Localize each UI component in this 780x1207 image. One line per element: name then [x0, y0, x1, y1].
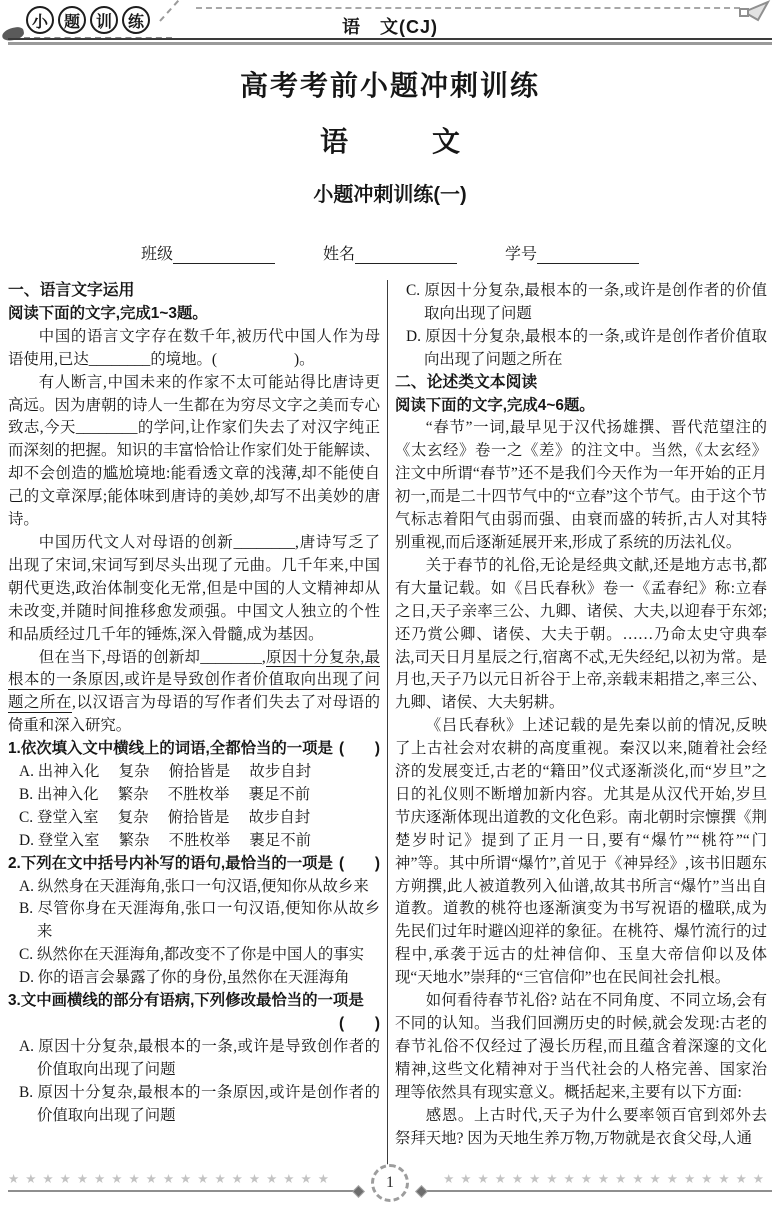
- answer-paren: ( ): [338, 1015, 380, 1032]
- passage-paragraph: 有人断言,中国未来的作家不太可能站得比唐诗更高远。因为唐朝的诗人一生都在为穷尽文字之美而专心致志,今天________的学问,让作家们失去了对汉字纯正而深刻的把握。知识的丰富恰恰让作家们处于能解读、却不会创造的尴尬境地:能看透文章的浅薄,却不能使自己的文章深厚;能体味到唐诗的美妙,却写不出美妙的唐诗。: [8, 373, 380, 529]
- question-3-stem: 3.文中画横线的部分有语病,下列修改最恰当的一项是: [8, 992, 364, 1010]
- paragraph-post: ,以汉语言为母语的写作者们失去了对母语的倚重和深入研究。: [8, 694, 380, 735]
- logo-char: 训: [95, 13, 112, 31]
- top-dashed-line: [196, 7, 740, 9]
- id-field: [505, 241, 639, 264]
- q1-option-c: C. 登堂入室 复杂 俯拾皆是 故步自封: [19, 808, 311, 826]
- answer-paren: ( ): [338, 854, 380, 872]
- left-column: [8, 280, 380, 1177]
- brand-logo: [26, 6, 150, 34]
- header-rule-thick: [8, 42, 772, 45]
- passage-paragraph: 中国历代文人对母语的创新________,唐诗写乏了出现了宋词,宋词写到尽头出现了元曲。几千年来,中国朝代更迭,政治体制变化无常,但是中国的人文精神却从未改变,并随时间推移愈发顽强。中国文人独立的个性和品质经过几千年的锤炼,深入骨髓,成为基因。: [8, 533, 380, 643]
- content-columns: [0, 280, 780, 1177]
- student-info-row: [0, 241, 780, 264]
- footer-line-left: [8, 1190, 354, 1192]
- exam-subtitle: 小题冲刺训练(一): [313, 184, 467, 206]
- diamond-icon: [415, 1185, 428, 1198]
- name-field: [323, 241, 457, 264]
- passage-paragraph: “春节”一词,最早见于汉代扬雄撰、晋代范望注的《太玄经》卷一之《差》的注文中。当然,《太玄经》注文中所谓“春节”还不是我们今天作为一年开始的正月初一,而是二十四节气中的“立春”这个节气。由于这个节气标志着阳气由弱而强、由衰而盛的转折,古人对其特别重视,而后逐渐延展开来,形成了系统的历法礼仪。: [395, 419, 767, 551]
- id-field-label: 学号: [505, 246, 538, 263]
- passage-paragraph: 关于春节的礼俗,无论是经典文献,还是地方志书,都有大量记载。如《吕氏春秋》卷一《孟春纪》称:立春之日,天子亲率三公、九卿、诸侯、大夫,以迎春于东郊;还乃赏公卿、诸侯、大夫于朝。……乃命太史守典奉法,司天日月星辰之行,宿离不忒,无失经纪,以初为常。是月也,天子乃以元日祈谷于上帝,亲载耒耜措之,率三公、九卿、诸侯、大夫躬耕。: [395, 556, 767, 712]
- passage-paragraph: 《吕氏春秋》上述记载的是先秦以前的情况,反映了上古社会对农耕的高度重视。秦汉以来,随着社会经济的发展变迁,古老的“籍田”仪式逐渐淡化,而“岁旦”之日的礼仪则不断增加新内容。尤其是从汉代开始,岁旦节庆逐渐体现出道教的文化色彩。南北朝时宗懔撰《荆楚岁时记》提到了正月一日,要有“爆竹”“桃符”“门神”等。其中所谓“爆竹”,首见于《神异经》,该书旧题东方朔撰,此人被道教列入仙谱,故其书所言“爆竹”当出自道教。道教的桃符也逐渐演变为书写祝语的楹联,成为先民们过年时避凶迎祥的象征。在桃符、爆竹流行的过程中,承袭于远古的灶神信仰、玉皇大帝信仰以及体现“天地水”崇拜的“三官信仰”也在民间社会扎根。: [395, 717, 767, 987]
- answer-paren: ( ): [338, 740, 380, 758]
- question-1-stem: 1.依次填入文中横线上的词语,全都恰当的一项是 ( ): [8, 738, 380, 761]
- logo-char: 题: [63, 13, 80, 31]
- passage-paragraph: 如何看待春节礼俗? 站在不同角度、不同立场,会有不同的认知。当我们回溯历史的时候,就会发现:古老的春节礼俗不仅经过了漫长历程,而且蕴含着深邃的文化精神,这些文化精神对于当代社会的人格完善、国家治理等依然具有现实意义。概括起来,主要有以下方面:: [395, 992, 767, 1101]
- exam-main-title: 高考考前小题冲刺训练: [239, 71, 540, 102]
- question-2-stem: 2.下列在文中括号内补写的语句,最恰当的一项是 ( ): [8, 853, 380, 876]
- class-field-label: 班级: [140, 246, 173, 263]
- page-number-badge: [371, 1164, 409, 1202]
- q1-option-a: A. 出神入化 复杂 俯拾皆是 故步自封: [19, 763, 311, 781]
- section-one-intro: 阅读下面的文字,完成1~3题。: [8, 304, 208, 322]
- id-field-blank: [537, 248, 639, 264]
- q3-option-c: C. 原因十分复杂,最根本的一条,或许是创作者的价值取向出现了问题: [406, 282, 767, 322]
- name-field-label: 姓名: [322, 246, 355, 263]
- footer-right-ornament: [417, 1172, 772, 1196]
- q3-option-b: B. 原因十分复杂,最根本的一条原因,或许是创作者的价值取向出现了问题: [19, 1083, 380, 1124]
- class-field: [141, 241, 275, 264]
- q1-option-d: D. 登堂入室 繁杂 不胜枚举 裹足不前: [19, 831, 311, 849]
- page-number: 1: [386, 1174, 394, 1191]
- section-one-title: 一、语言文字运用: [8, 282, 135, 299]
- q1-option-b: B. 出神入化 繁杂 不胜枚举 裹足不前: [19, 785, 311, 803]
- section-two-title: 二、论述类文本阅读: [395, 373, 538, 391]
- page-header: [0, 0, 780, 46]
- footer-left-ornament: [8, 1172, 363, 1196]
- section-two-intro: 阅读下面的文字,完成4~6题。: [395, 396, 595, 414]
- diamond-icon: [352, 1185, 365, 1198]
- header-subject-title: 语 文(CJ): [342, 17, 438, 37]
- footer-line-right: [426, 1190, 772, 1192]
- passage-paragraph-underlined: [8, 647, 380, 739]
- class-field-blank: [173, 248, 275, 264]
- page-footer: [0, 1158, 780, 1196]
- name-field-blank: [355, 248, 457, 264]
- q2-option-c: C. 纵然你在天涯海角,都改变不了你是中国人的事实: [19, 946, 365, 964]
- column-divider: [387, 280, 388, 1177]
- passage-paragraph: 感恩。上古时代,天子为什么要率领百官到郊外去祭拜天地? 因为天地生养万物,万物就是衣食父母,人通: [395, 1106, 767, 1147]
- right-column: [395, 280, 767, 1177]
- q3-option-d: D. 原因十分复杂,最根本的一条,或许是创作者价值取向出现了问题之所在: [406, 327, 767, 368]
- logo-char-circle: [26, 6, 54, 34]
- header-rule-thin: [8, 38, 772, 40]
- logo-char-circle: [90, 6, 118, 34]
- underlined-segment: 原因十分复杂,最根本的一条原因,或许是导致创作者价值取向出现了问题之所在: [8, 648, 380, 712]
- q2-option-d: D. 你的语言会暴露了你的身份,虽然你在天涯海角: [19, 969, 350, 987]
- q2-option-b: B. 尽管你身在天涯海角,张口一句汉语,便知你从故乡来: [19, 900, 380, 941]
- logo-char: 小: [31, 13, 48, 31]
- logo-char-circle: [122, 6, 150, 34]
- passage-paragraph: 中国的语言文字存在数千年,被历代中国人作为母语使用,已达________的境地。( )。: [8, 327, 380, 368]
- star-row-right: ★★★★★★★★★★★★★★★★★★★: [443, 1172, 770, 1186]
- q2-option-a: A. 纵然身在天涯海角,张口一句汉语,便知你从故乡来: [19, 877, 369, 895]
- q3-option-a: A. 原因十分复杂,最根本的一条,或许是导致创作者的价值取向出现了问题: [19, 1037, 380, 1078]
- logo-char: 练: [127, 13, 144, 31]
- paragraph-pre: 但在当下,母语的创新却________,: [38, 648, 266, 666]
- star-row-left: ★★★★★★★★★★★★★★★★★★★: [8, 1172, 335, 1186]
- exam-subject-title: 语 文: [319, 127, 460, 158]
- logo-char-circle: [58, 6, 86, 34]
